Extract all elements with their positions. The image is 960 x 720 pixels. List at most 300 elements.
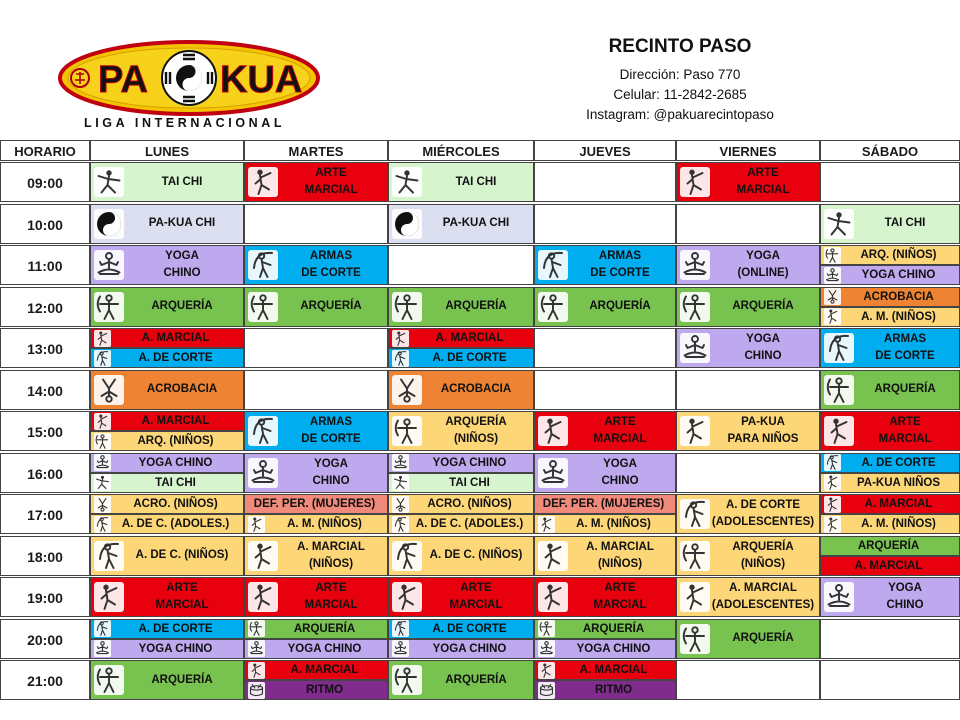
class-label (111, 517, 243, 531)
class-label (841, 310, 959, 324)
class-label (555, 622, 675, 636)
class-slot (388, 660, 534, 700)
class-label-line1: YOGA (746, 250, 780, 262)
acrobatics-icon (392, 496, 409, 513)
class-label (409, 456, 533, 470)
class-slot (388, 287, 534, 327)
time-cell: 10:00 (0, 204, 90, 244)
class-slot (820, 265, 960, 285)
class-slot (676, 162, 820, 202)
class-slot (244, 577, 388, 617)
weapons-icon (94, 620, 111, 637)
class-label (854, 215, 959, 232)
class-label-line2: (NIÑOS) (453, 433, 499, 445)
class-slot (820, 245, 960, 265)
class-slot (90, 411, 244, 431)
class-slot (820, 370, 960, 410)
class-label (278, 248, 387, 282)
class-slot (244, 660, 388, 680)
class-label-line1: A. M. (NIÑOS) (576, 518, 651, 530)
class-label-line1: YOGA CHINO (138, 642, 213, 655)
class-label (124, 672, 243, 689)
class-label-line2: MARCIAL (878, 433, 932, 445)
class-label-line1: ARQUERÍA (151, 300, 213, 312)
class-label-line1: ARTE (604, 582, 636, 594)
yoga-icon (538, 640, 555, 657)
class-label (568, 456, 675, 490)
yoga-icon (248, 640, 265, 657)
class-label-line1: YOGA CHINO (287, 642, 362, 655)
class-slot (90, 204, 244, 244)
drum-icon (248, 682, 265, 699)
martial-art-icon (392, 582, 422, 612)
yoga-icon (538, 458, 568, 488)
class-label-line1: ARMAS (598, 250, 642, 262)
archery-icon (824, 247, 841, 264)
weapons-icon (392, 350, 409, 367)
martial-art-icon (538, 662, 555, 679)
class-label-line1: RITMO (594, 684, 633, 696)
class-slot (820, 328, 960, 368)
class-slot (388, 411, 534, 451)
class-slot (676, 287, 820, 327)
class-slot (388, 639, 534, 659)
class-slot (388, 473, 534, 493)
class-label-line1: ACRO. (NIÑOS) (427, 498, 512, 510)
class-label (111, 331, 243, 345)
class-label (821, 539, 959, 553)
class-slot (820, 453, 960, 473)
weapons-icon (680, 499, 710, 529)
class-label-line1: TAI CHI (155, 476, 196, 489)
class-label-line1: ARQUERÍA (151, 673, 213, 686)
time-cell: 15:00 (0, 411, 90, 451)
empty-slot (534, 328, 676, 368)
class-label (278, 539, 387, 573)
class-label-line1: ACROBACIA (146, 383, 218, 395)
yoga-icon (680, 250, 710, 280)
class-label-line1: A. MARCIAL (864, 498, 933, 510)
venue-info (520, 36, 840, 125)
class-label (568, 298, 675, 315)
class-label-line2: (NIÑOS) (308, 557, 354, 570)
class-slot (534, 639, 676, 659)
class-label (555, 642, 675, 656)
class-label-line1: A. M. (NIÑOS) (861, 518, 936, 530)
class-label (854, 580, 959, 614)
martial-art-icon (94, 582, 124, 612)
class-label-line1: YOGA (603, 457, 637, 470)
class-slot (244, 411, 388, 451)
class-label (111, 351, 243, 365)
class-label-line1: ARMAS (883, 333, 927, 345)
class-label-line1: YOGA (165, 250, 199, 262)
class-label (111, 622, 243, 636)
class-label-line1: YOGA CHINO (432, 456, 507, 469)
svg-text:KUA: KUA (220, 59, 303, 101)
yoga-icon (94, 250, 124, 280)
time-cell: 13:00 (0, 328, 90, 368)
martial-art-icon (248, 541, 278, 571)
class-slot (820, 287, 960, 307)
class-label-line2: CHINO (601, 474, 639, 487)
class-label (821, 559, 959, 573)
class-label (854, 414, 959, 448)
svg-text:PA: PA (98, 59, 148, 101)
column-header-3: JUEVES (534, 140, 676, 161)
time-cell: 09:00 (0, 162, 90, 202)
class-label-line1: PA-KUA NIÑOS (856, 476, 941, 489)
class-slot (388, 514, 534, 534)
martial-art-icon (680, 167, 710, 197)
class-label-line1: A. DE C. (NIÑOS) (429, 549, 523, 561)
class-label (278, 165, 387, 199)
time-cell: 20:00 (0, 619, 90, 659)
class-label-line2: (ADOLESCENTES) (711, 599, 815, 611)
martial-art-icon (824, 474, 841, 491)
empty-slot (820, 619, 960, 659)
class-label (841, 248, 959, 262)
class-label-line1: TAI CHI (161, 175, 203, 188)
class-slot (388, 348, 534, 368)
class-slot (534, 494, 676, 514)
martial-art-icon (538, 541, 568, 571)
class-slot (676, 619, 820, 659)
class-slot (90, 473, 244, 493)
class-label (841, 517, 959, 531)
class-label-line1: A. M. (NIÑOS) (861, 310, 936, 323)
column-header-5: SÁBADO (820, 140, 960, 161)
class-label (111, 497, 243, 511)
archery-icon (680, 624, 710, 654)
class-slot (244, 287, 388, 327)
archery-icon (94, 433, 111, 450)
class-slot (90, 162, 244, 202)
class-label-line1: ARQUERÍA (732, 300, 794, 312)
class-label-line1: DEF. PER. (MUJERES) (542, 498, 665, 510)
class-slot (90, 328, 244, 348)
taichi-icon (392, 474, 409, 491)
class-label-line2: PARA NIÑOS (727, 433, 799, 445)
class-slot (820, 577, 960, 617)
class-label (710, 165, 819, 199)
class-label-line2: (ONLINE) (737, 267, 789, 279)
column-header-1: MARTES (244, 140, 388, 161)
class-label-line2: MARCIAL (449, 599, 503, 611)
class-slot (820, 307, 960, 327)
class-slot (244, 245, 388, 285)
empty-slot (534, 370, 676, 410)
class-label (278, 414, 387, 448)
class-slot (676, 411, 820, 451)
class-slot (244, 619, 388, 639)
empty-slot (676, 660, 820, 700)
acrobatics-icon (392, 375, 422, 405)
yoga-icon (248, 458, 278, 488)
venue-instagram: Instagram: @pakuarecintopaso (586, 107, 774, 122)
class-label (409, 497, 533, 511)
class-label (278, 580, 387, 614)
martial-art-icon (824, 516, 841, 533)
archery-icon (248, 292, 278, 322)
class-label-line2: MARCIAL (593, 599, 647, 611)
empty-slot (820, 162, 960, 202)
archery-icon (392, 292, 422, 322)
class-slot (820, 204, 960, 244)
weapons-icon (392, 541, 422, 571)
yin-yang-icon (94, 209, 124, 239)
archery-icon (680, 541, 710, 571)
class-label (555, 663, 675, 677)
martial-art-icon (538, 416, 568, 446)
class-label (422, 414, 533, 448)
class-label-line2: MARCIAL (304, 184, 358, 196)
empty-slot (676, 204, 820, 244)
class-label-line1: A. DE C. (NIÑOS) (135, 549, 229, 561)
class-slot (90, 287, 244, 327)
weapons-icon (824, 454, 841, 471)
martial-art-icon (824, 416, 854, 446)
martial-art-icon (824, 308, 841, 325)
class-label (265, 622, 387, 636)
class-label-line1: YOGA CHINO (138, 456, 213, 469)
class-slot (388, 494, 534, 514)
class-label-line1: A. MARCIAL (586, 540, 654, 553)
class-label-line1: A. MARCIAL (435, 332, 504, 344)
acrobatics-icon (94, 375, 124, 405)
empty-slot (676, 453, 820, 493)
class-label-line1: A. MARCIAL (141, 332, 210, 344)
class-label (278, 298, 387, 315)
archery-icon (392, 416, 422, 446)
weapons-icon (94, 516, 111, 533)
class-slot (388, 328, 534, 348)
class-label-line1: ARTE (315, 167, 347, 179)
class-label (111, 434, 243, 448)
martial-art-icon (248, 662, 265, 679)
class-label (568, 539, 675, 573)
class-label (409, 331, 533, 345)
class-slot (388, 536, 534, 576)
class-slot (820, 473, 960, 493)
class-slot (534, 514, 676, 534)
class-slot (90, 660, 244, 700)
class-label (124, 547, 243, 564)
class-label (111, 642, 243, 656)
class-label (409, 517, 533, 531)
class-label (710, 497, 819, 531)
class-label-line2: MARCIAL (304, 599, 358, 611)
class-label-line1: ARMAS (309, 416, 353, 428)
class-slot (534, 245, 676, 285)
acrobatics-icon (824, 288, 841, 305)
class-slot (388, 577, 534, 617)
martial-art-icon (392, 330, 409, 347)
pakua-logo (58, 40, 320, 116)
yoga-icon (392, 640, 409, 657)
class-label (265, 517, 387, 531)
class-label (555, 683, 675, 697)
taichi-icon (392, 167, 422, 197)
empty-slot (534, 204, 676, 244)
venue-title: RECINTO PASO (608, 36, 752, 57)
column-header-2: MIÉRCOLES (388, 140, 534, 161)
class-label-line1: A. DE CORTE (861, 456, 936, 469)
class-label (422, 547, 533, 564)
logo-subtitle: LIGA INTERNACIONAL (84, 116, 286, 130)
class-label-line1: TAI CHI (455, 175, 497, 188)
class-slot (820, 494, 960, 514)
martial-art-icon (538, 516, 555, 533)
class-slot (820, 536, 960, 556)
class-label (710, 298, 819, 315)
martial-art-icon (248, 167, 278, 197)
class-label-line1: ARTE (166, 582, 198, 594)
class-label-line1: ARTE (889, 416, 921, 428)
weapons-icon (248, 416, 278, 446)
class-label-line2: (NIÑOS) (740, 557, 786, 570)
class-label-line2: DE CORTE (301, 433, 361, 445)
class-label-line1: ARTE (604, 416, 636, 428)
weapons-icon (94, 541, 124, 571)
class-label-line1: ARQUERÍA (445, 300, 507, 312)
time-cell: 11:00 (0, 245, 90, 285)
class-label-line1: YOGA (888, 582, 922, 594)
class-slot (534, 660, 676, 680)
class-slot (90, 453, 244, 473)
class-slot (244, 494, 388, 514)
class-slot (820, 514, 960, 534)
class-label (841, 290, 959, 304)
class-label (568, 414, 675, 448)
class-label-line1: ARTE (460, 582, 492, 594)
class-label-line1: A. MARCIAL (297, 540, 365, 553)
class-slot (90, 431, 244, 451)
class-label-line1: A. DE C. (ADOLES.) (415, 518, 524, 530)
class-label-line1: ARQUERÍA (445, 416, 507, 428)
empty-slot (534, 162, 676, 202)
class-label-line1: RITMO (305, 684, 344, 696)
class-slot (244, 680, 388, 700)
class-slot (90, 370, 244, 410)
weapons-icon (248, 250, 278, 280)
class-label-line1: YOGA CHINO (861, 269, 936, 281)
martial-art-icon (248, 516, 265, 533)
martial-art-icon (94, 330, 111, 347)
class-label (710, 414, 819, 448)
class-slot (90, 639, 244, 659)
class-slot (388, 204, 534, 244)
class-label (710, 539, 819, 573)
taichi-icon (824, 209, 854, 239)
archery-icon (538, 620, 555, 637)
class-label (124, 580, 243, 614)
taichi-icon (94, 474, 111, 491)
time-cell: 17:00 (0, 494, 90, 534)
class-label (111, 456, 243, 470)
class-label (245, 497, 387, 511)
column-header-4: VIERNES (676, 140, 820, 161)
time-cell: 18:00 (0, 536, 90, 576)
class-slot (244, 536, 388, 576)
yoga-icon (680, 333, 710, 363)
empty-slot (244, 370, 388, 410)
class-label (422, 215, 533, 232)
class-label-line1: ARTE (315, 582, 347, 594)
class-slot (534, 453, 676, 493)
time-cell: 16:00 (0, 453, 90, 493)
class-label (841, 268, 959, 282)
class-label-line2: DE CORTE (875, 350, 935, 362)
class-slot (820, 556, 960, 576)
archery-icon (392, 665, 422, 695)
empty-slot (676, 370, 820, 410)
class-label (265, 642, 387, 656)
class-label-line1: A. M. (NIÑOS) (287, 518, 362, 530)
class-label-line1: A. MARCIAL (579, 664, 648, 676)
class-label (710, 630, 819, 647)
class-label (409, 622, 533, 636)
class-label (409, 476, 533, 490)
class-slot (388, 162, 534, 202)
archery-icon (94, 665, 124, 695)
class-label-line1: ARQUERÍA (874, 383, 936, 395)
time-cell: 19:00 (0, 577, 90, 617)
time-cell: 14:00 (0, 370, 90, 410)
martial-art-icon (824, 496, 841, 513)
class-slot (388, 370, 534, 410)
class-slot (820, 411, 960, 451)
class-label-line1: A. DE C. (ADOLES.) (121, 518, 230, 530)
class-label-line2: MARCIAL (593, 433, 647, 445)
class-label-line1: A. MARCIAL (729, 582, 797, 594)
class-label-line1: ARMAS (309, 250, 353, 262)
class-label (265, 663, 387, 677)
class-slot (676, 536, 820, 576)
archery-icon (248, 620, 265, 637)
class-slot (676, 328, 820, 368)
class-slot (676, 245, 820, 285)
martial-art-icon (538, 582, 568, 612)
class-label (841, 456, 959, 470)
martial-art-icon (94, 413, 111, 430)
taichi-icon (94, 167, 124, 197)
class-slot (534, 411, 676, 451)
archery-icon (824, 375, 854, 405)
column-header-0: LUNES (90, 140, 244, 161)
class-label-line1: YOGA CHINO (432, 642, 507, 655)
class-label-line1: A. MARCIAL (854, 559, 923, 572)
column-header-horario: HORARIO (0, 140, 90, 161)
class-label (278, 456, 387, 490)
archery-icon (538, 292, 568, 322)
class-label-line1: ARQUERÍA (300, 300, 362, 312)
empty-slot (244, 204, 388, 244)
empty-slot (244, 328, 388, 368)
venue-phone: Celular: 11-2842-2685 (613, 87, 747, 102)
empty-slot (388, 245, 534, 285)
empty-slot (820, 660, 960, 700)
class-slot (244, 514, 388, 534)
archery-icon (94, 292, 124, 322)
class-label (841, 497, 959, 511)
class-label-line1: PA-KUA CHI (442, 217, 510, 229)
yin-yang-icon (392, 209, 422, 239)
class-label-line1: A. MARCIAL (290, 664, 359, 676)
class-label-line1: ARQ. (NIÑOS) (860, 249, 937, 261)
acrobatics-icon (94, 496, 111, 513)
class-slot (534, 536, 676, 576)
